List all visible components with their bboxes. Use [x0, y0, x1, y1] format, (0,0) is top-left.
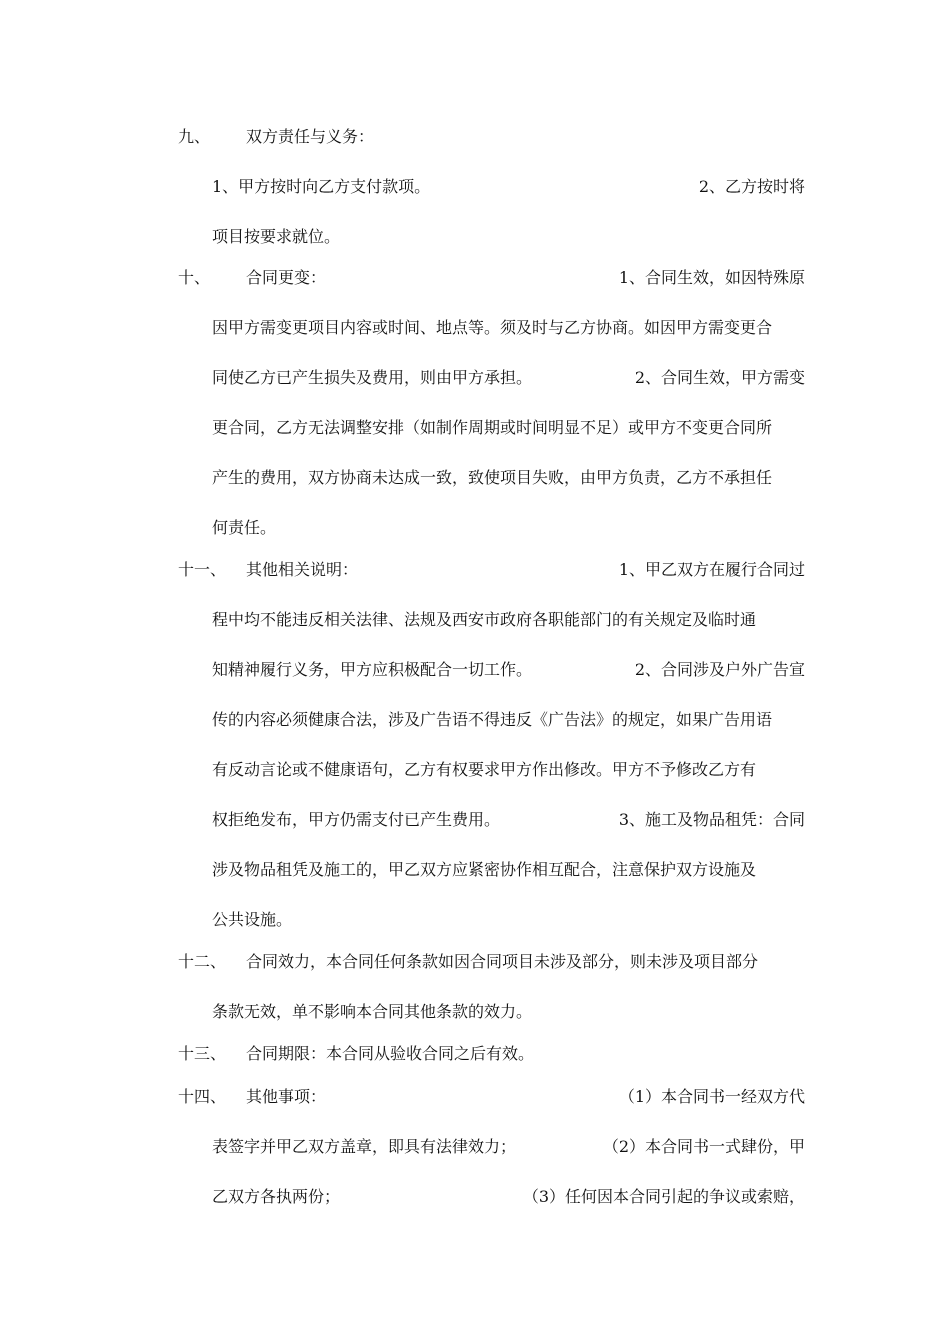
section-9-title: 双方责任与义务： — [246, 127, 375, 146]
section-14-title-right: （1）本合同书一经双方代 — [618, 1087, 805, 1106]
section-13-number: 十三、 — [178, 1044, 227, 1063]
section-14-number: 十四、 — [178, 1087, 227, 1106]
section-11-number: 十一、 — [178, 560, 227, 579]
section-10-line-5: 何责任。 — [212, 518, 277, 537]
section-11-line-3: 传的内容必须健康合法，涉及广告语不得违反《广告法》的规定，如果广告用语 — [212, 710, 773, 729]
section-10-number: 十、 — [178, 268, 211, 287]
section-10-line-2: 同使乙方已产生损失及费用，则由甲方承担。 — [212, 368, 533, 387]
section-9-line-2: 项目按要求就位。 — [212, 227, 341, 246]
section-10-title: 合同更变： — [246, 268, 327, 287]
section-10-title-right: 1、合同生效，如因特殊原 — [618, 268, 805, 287]
section-14-line-1: 表签字并甲乙双方盖章，即具有法律效力； — [212, 1137, 517, 1156]
section-10-line-4: 产生的费用，双方协商未达成一致，致使项目失败，由甲方负责，乙方不承担任 — [212, 468, 773, 487]
section-9-number: 九、 — [178, 127, 211, 146]
section-13-title: 合同期限：本合同从验收合同之后有效。 — [246, 1044, 535, 1063]
section-14-line-2-right: （3）任何因本合同引起的争议或索赔， — [522, 1187, 805, 1206]
section-11-line-6: 涉及物品租凭及施工的，甲乙双方应紧密协作相互配合，注意保护双方设施及 — [212, 860, 757, 879]
section-11-line-5: 权拒绝发布，甲方仍需支付已产生费用。 — [212, 810, 501, 829]
section-11-line-4: 有反动言论或不健康语句，乙方有权要求甲方作出修改。甲方不予修改乙方有 — [212, 760, 757, 779]
section-14-title: 其他事项： — [246, 1087, 327, 1106]
section-11-title: 其他相关说明： — [246, 560, 359, 579]
section-10-line-1: 因甲方需变更项目内容或时间、地点等。须及时与乙方协商。如因甲方需变更合 — [212, 318, 773, 337]
section-12-title: 合同效力，本合同任何条款如因合同项目未涉及部分，则未涉及项目部分 — [246, 952, 759, 971]
section-11-line-2-right: 2、合同涉及户外广告宣 — [634, 660, 805, 679]
section-12-number: 十二、 — [178, 952, 227, 971]
section-14-line-1-right: （2）本合同书一式肆份，甲 — [602, 1137, 805, 1156]
section-11-line-1: 程中均不能违反相关法律、法规及西安市政府各职能部门的有关规定及临时通 — [212, 610, 757, 629]
section-9-line-1: 1、甲方按时向乙方支付款项。 — [212, 177, 431, 196]
section-12-line-1: 条款无效，单不影响本合同其他条款的效力。 — [212, 1002, 533, 1021]
section-11-line-7: 公共设施。 — [212, 910, 293, 929]
section-10-line-2-right: 2、合同生效，甲方需变 — [634, 368, 805, 387]
section-10-line-3: 更合同，乙方无法调整安排（如制作周期或时间明显不足）或甲方不变更合同所 — [212, 418, 773, 437]
section-11-line-2: 知精神履行义务，甲方应积极配合一切工作。 — [212, 660, 533, 679]
section-14-line-2: 乙双方各执两份； — [212, 1187, 341, 1206]
section-11-line-5-right: 3、施工及物品租凭：合同 — [618, 810, 805, 829]
section-9-line-1-right: 2、乙方按时将 — [698, 177, 805, 196]
section-11-title-right: 1、甲乙双方在履行合同过 — [618, 560, 805, 579]
